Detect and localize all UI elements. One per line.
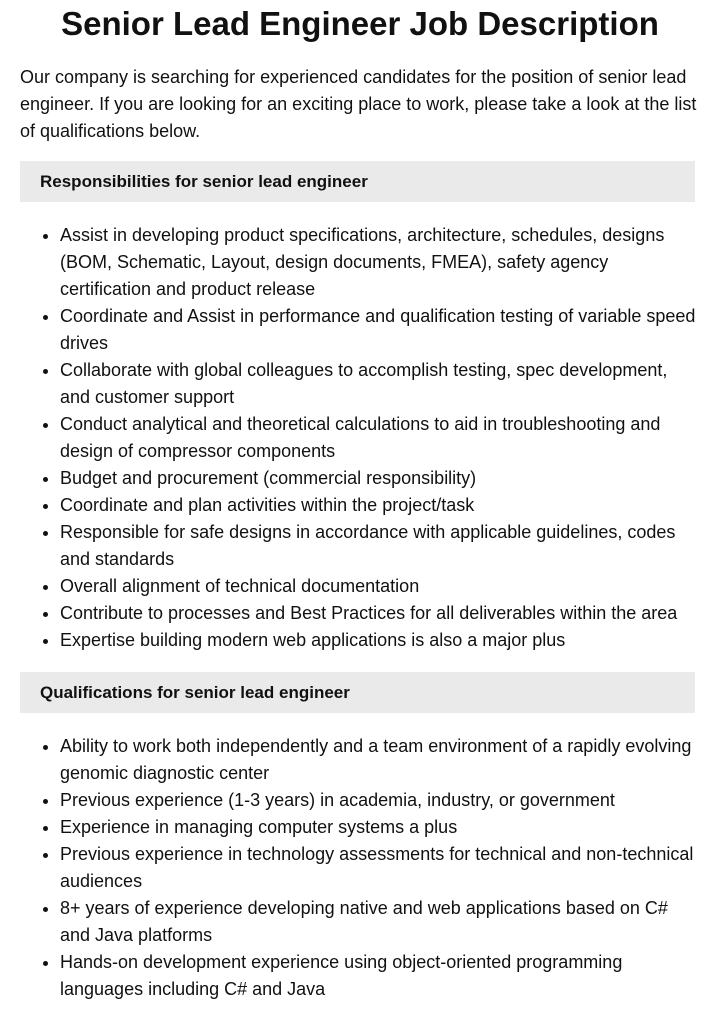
list-item: • Expertise building modern web applications is also a major plus	[60, 627, 700, 654]
list-item: • Ability to work both independently and a team environment of a rapidly evolving genomic diagnostic center	[60, 733, 700, 787]
list-item: • Experience in managing computer systems a plus	[60, 814, 700, 841]
list-item: • Contribute to processes and Best Practices for all deliverables within the area	[60, 600, 700, 627]
responsibilities-list	[20, 222, 700, 654]
responsibilities-heading: Responsibilities for senior lead engineer	[20, 161, 695, 202]
list-item: • Overall alignment of technical documentation	[60, 573, 700, 600]
list-item: • Previous experience in technology assessments for technical and non-technical audiences	[60, 841, 700, 895]
list-item: • Coordinate and Assist in performance and qualification testing of variable speed drives	[60, 303, 700, 357]
list-item: • Responsible for safe designs in accordance with applicable guidelines, codes and standards	[60, 519, 700, 573]
list-item: • Conduct analytical and theoretical calculations to aid in troubleshooting and design of compressor components	[60, 411, 700, 465]
list-item: • Previous experience (1-3 years) in academia, industry, or government	[60, 787, 700, 814]
qualifications-heading: Qualifications for senior lead engineer	[20, 672, 695, 713]
list-item: • Hands-on development experience using object-oriented programming languages including C# and Java	[60, 949, 700, 1003]
list-item: • 8+ years of experience developing native and web applications based on C# and Java platforms	[60, 895, 700, 949]
list-item: • Collaborate with global colleagues to accomplish testing, spec development, and customer support	[60, 357, 700, 411]
page-title: Senior Lead Engineer Job Description	[61, 5, 659, 42]
intro-text: Our company is searching for experienced candidates for the position of senior lead engineer. If you are looking for an exciting place to work, please take a look at the list of qualifications below.	[20, 67, 697, 141]
list-item: • Budget and procurement (commercial responsibility)	[60, 465, 700, 492]
list-item: • Assist in developing product specifications, architecture, schedules, designs (BOM, Schematic, Layout, design documents, FMEA), safety agency certification and product release	[60, 222, 700, 303]
qualifications-list	[20, 733, 700, 1003]
list-item: • Coordinate and plan activities within the project/task	[60, 492, 700, 519]
